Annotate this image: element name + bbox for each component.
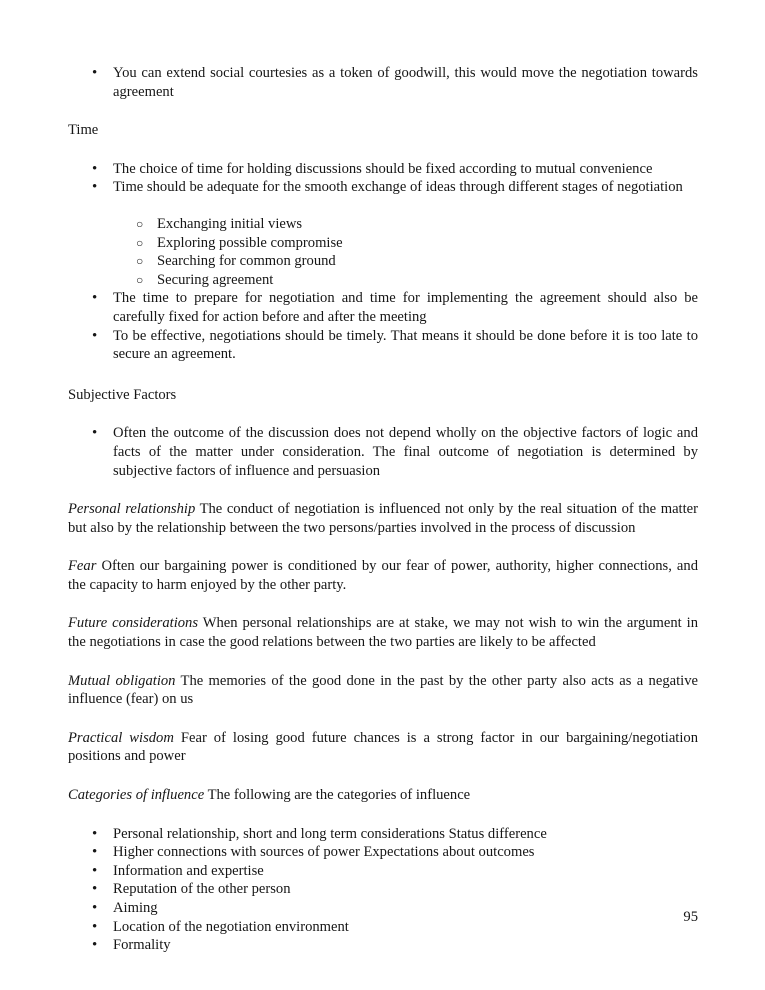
- bullet-disc-icon: •: [92, 844, 98, 861]
- list-item-text: To be effective, negotiations should be timely. That means it should be done before it is too late to secure an agreement.: [113, 327, 698, 363]
- section-heading-subjective-factors: Subjective Factors: [68, 386, 177, 403]
- page-number: 95: [683, 909, 698, 925]
- bullet-disc-icon: •: [92, 937, 98, 954]
- list-item: [68, 880, 698, 899]
- bullet-disc-icon: •: [92, 327, 98, 344]
- list-item-text: Exchanging initial views: [157, 215, 303, 232]
- list-item-text: Reputation of the other person: [113, 881, 291, 898]
- time-sub-bullet-list: [68, 215, 698, 289]
- list-item-text: Higher connections with sources of power Expectations about outcomes: [113, 844, 535, 861]
- factor-paragraph-personal-relationship: [68, 500, 698, 537]
- list-item-text: Searching for common ground: [157, 253, 336, 270]
- list-item-text: Securing agreement: [157, 271, 274, 288]
- subjective-factors-bullet-list: [68, 424, 698, 480]
- intro-bullet-list: [68, 64, 698, 101]
- spacer: [68, 140, 698, 160]
- spacer: [68, 709, 698, 729]
- list-item: [68, 64, 698, 101]
- factor-term: Categories of influence: [68, 787, 205, 804]
- list-item-text: Location of the negotiation environment: [113, 918, 349, 935]
- list-item-text: Often the outcome of the discussion does not depend wholly on the objective factors of logic and facts of the matter under consideration. The final outcome of negotiation is determined by subjective factors of influence and persuasion: [113, 425, 698, 479]
- factor-body: The conduct of negotiation is influenced not only by the real situation of the matter but also by the relationship between the two persons/parties involved in the process of discussion: [68, 501, 698, 536]
- factor-body: The memories of the good done in the past by the other party also acts as a negative influence (fear) on us: [68, 672, 698, 708]
- list-item: [68, 234, 698, 253]
- factor-term: Personal relationship: [68, 501, 196, 518]
- bullet-disc-icon: •: [92, 881, 98, 898]
- spacer: [68, 805, 698, 825]
- section-heading-time: Time: [68, 122, 99, 139]
- bullet-circle-icon: ○: [136, 272, 144, 287]
- categories-bullet-list: [68, 825, 698, 955]
- factor-body: When personal relationships are at stake, we may not wish to win the argument in the negotiations in case the good relations between the two parties are likely to be affected: [68, 615, 698, 651]
- list-item: [68, 289, 698, 326]
- list-item: [68, 215, 698, 234]
- bullet-disc-icon: •: [92, 160, 98, 177]
- bullet-disc-icon: •: [92, 900, 98, 916]
- bullet-circle-icon: ○: [136, 216, 144, 231]
- list-item: [68, 862, 698, 881]
- time-bullet-list-continued: [68, 289, 698, 363]
- factor-paragraph-mutual-obligation: [68, 672, 698, 709]
- list-item-text: Time should be adequate for the smooth exchange of ideas through different stages of negotiation: [113, 179, 683, 196]
- bullet-disc-icon: •: [92, 179, 98, 196]
- factor-term: Future considerations: [68, 615, 199, 632]
- factor-term: Practical wisdom: [68, 729, 174, 746]
- bullet-disc-icon: •: [92, 825, 98, 842]
- list-item-text: Personal relationship, short and long term considerations Status difference: [113, 825, 547, 842]
- factor-paragraph-categories-of-influence: [68, 786, 698, 805]
- bullet-disc-icon: •: [92, 425, 98, 442]
- list-item: [68, 825, 698, 844]
- bullet-circle-icon: ○: [136, 235, 144, 250]
- list-item-text: Formality: [113, 937, 171, 954]
- list-item-text: The time to prepare for negotiation and time for implementing the agreement should also be carefully fixed for action before and after the meeting: [113, 290, 698, 325]
- list-item: [68, 936, 698, 955]
- bullet-disc-icon: •: [92, 918, 98, 935]
- spacer: [68, 197, 698, 215]
- bullet-disc-icon: •: [92, 65, 98, 81]
- list-item: [68, 424, 698, 480]
- factor-term: Mutual obligation: [68, 672, 176, 689]
- spacer: [68, 766, 698, 786]
- spacer: [68, 537, 698, 557]
- spacer: [68, 594, 698, 614]
- list-item: [68, 271, 698, 290]
- list-item: [68, 843, 698, 862]
- page-content: [68, 64, 698, 955]
- list-item-text: Aiming: [113, 900, 158, 916]
- list-item: [68, 918, 698, 937]
- factor-term: Fear: [68, 558, 97, 575]
- spacer: [68, 364, 698, 386]
- list-item: [68, 160, 698, 179]
- list-item-text: The choice of time for holding discussions should be fixed according to mutual convenience: [113, 160, 653, 177]
- factor-body: Fear of losing good future chances is a strong factor in our bargaining/negotiation positions and power: [68, 729, 698, 765]
- list-item-text: Information and expertise: [113, 862, 264, 879]
- spacer: [68, 404, 698, 424]
- list-item: [68, 327, 698, 364]
- factor-body: Often our bargaining power is conditioned by our fear of power, authority, higher connections, and the capacity to harm enjoyed by the other party.: [68, 558, 698, 593]
- bullet-disc-icon: •: [92, 862, 98, 879]
- spacer: [68, 480, 698, 500]
- list-item-text: You can extend social courtesies as a token of goodwill, this would move the negotiation towards agreement: [113, 65, 698, 100]
- factor-paragraph-future-considerations: [68, 614, 698, 651]
- bullet-disc-icon: •: [92, 290, 98, 307]
- factor-body: The following are the categories of influence: [204, 787, 471, 804]
- spacer: [68, 652, 698, 672]
- list-item: [68, 252, 698, 271]
- spacer: [68, 101, 698, 121]
- list-item-text: Exploring possible compromise: [157, 234, 343, 251]
- bullet-circle-icon: ○: [136, 254, 144, 269]
- factor-paragraph-fear: [68, 557, 698, 594]
- time-bullet-list: [68, 160, 698, 197]
- factor-paragraph-practical-wisdom: [68, 729, 698, 766]
- list-item: [68, 899, 698, 918]
- list-item: [68, 178, 698, 197]
